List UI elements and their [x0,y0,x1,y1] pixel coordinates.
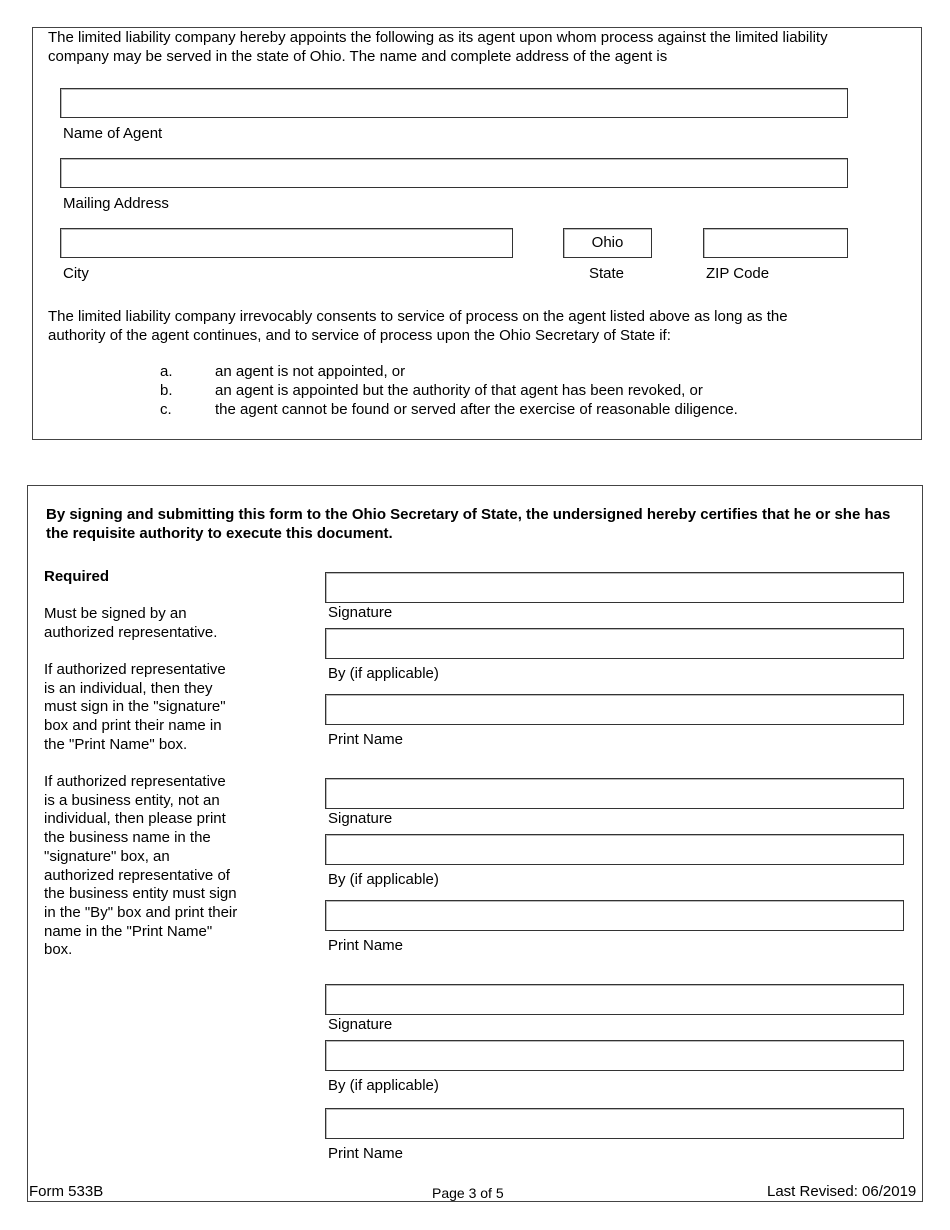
state-label: State [589,265,625,282]
city-label: City [63,265,89,282]
signing-instruction-3: If authorized representative is a business entity, not an individual, then please print the business name in the "signature" box, an authorized representative of the business entity must sign in the "By" box and print their name in the "Print Name" box. [44,773,238,959]
condition-text: the agent cannot be found or served after the exercise of reasonable diligence. [215,401,738,418]
page-number: Page 3 of 5 [432,1185,504,1201]
certification-text: By signing and submitting this form to the Ohio Secretary of State, the undersigned hereby certifies that he or she has the requisite authority to execute this document. [46,506,891,542]
last-revised: Last Revised: 06/2019 [767,1183,917,1200]
signature-field[interactable] [325,572,904,603]
signature-label: Signature [328,604,393,621]
by-field[interactable] [325,628,904,659]
by-label: By (if applicable) [328,665,439,682]
signature-field[interactable] [325,778,904,809]
print-name-field[interactable] [325,900,904,931]
zip-code-field[interactable] [703,228,848,258]
signature-field[interactable] [325,984,904,1015]
agent-intro-text: The limited liability company hereby appoints the following as its agent upon whom process against the limited liability company may be served in the state of Ohio. The name and complete address of the agent is [48,29,828,65]
print-name-field[interactable] [325,1108,904,1139]
print-name-field[interactable] [325,694,904,725]
by-label: By (if applicable) [328,1077,439,1094]
signing-instruction-2: If authorized representative is an individual, then they must sign in the "signature" box and print their name in the "Print Name" box. [44,661,226,753]
condition-letter: c. [160,401,172,418]
signature-label: Signature [328,1016,393,1033]
consent-text: The limited liability company irrevocably consents to service of process on the agent listed above as long as the authority of the agent continues, and to service of process upon the Ohio Secretary of State if: [48,308,788,344]
print-name-label: Print Name [328,1145,404,1162]
city-field[interactable] [60,228,513,258]
mailing-address-field[interactable] [60,158,848,188]
required-label: Required [44,568,110,585]
by-label: By (if applicable) [328,871,439,888]
signature-label: Signature [328,810,393,827]
agent-name-field[interactable] [60,88,848,118]
print-name-label: Print Name [328,731,404,748]
condition-letter: b. [160,382,173,399]
condition-letter: a. [160,363,173,380]
signing-instruction-1: Must be signed by an authorized representative. [44,605,218,641]
by-field[interactable] [325,834,904,865]
by-field[interactable] [325,1040,904,1071]
zip-code-label: ZIP Code [706,265,770,282]
print-name-label: Print Name [328,937,404,954]
form-number: Form 533B [29,1183,104,1200]
state-field[interactable]: Ohio [563,228,652,258]
mailing-address-label: Mailing Address [63,195,169,212]
condition-text: an agent is appointed but the authority of that agent has been revoked, or [215,382,703,399]
condition-text: an agent is not appointed, or [215,363,406,380]
agent-name-label: Name of Agent [63,125,163,142]
